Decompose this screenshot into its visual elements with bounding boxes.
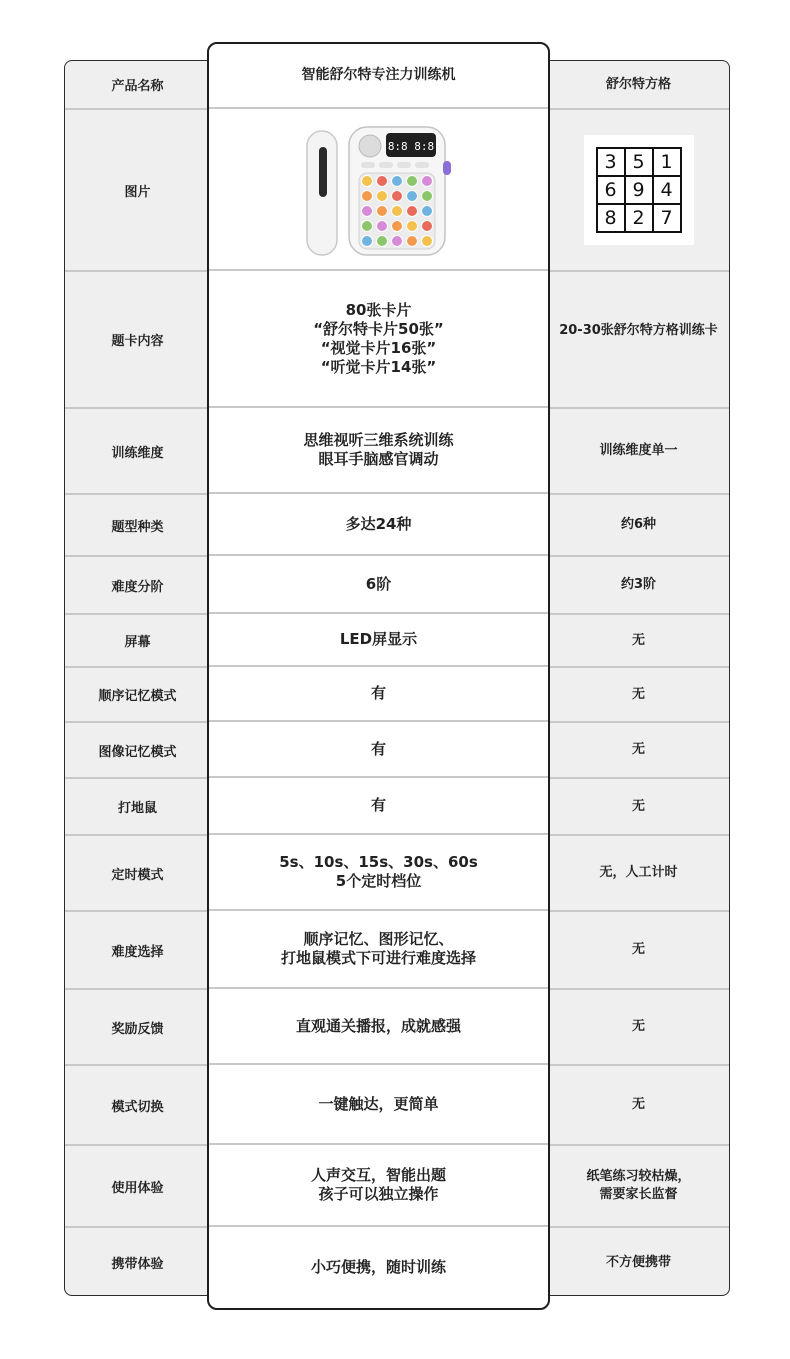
device-key	[376, 176, 387, 187]
row-product-cell	[209, 1227, 548, 1308]
row-label-cell	[65, 723, 210, 779]
row-product-cell	[209, 556, 548, 614]
compare-value: 无	[631, 632, 645, 648]
device-key	[361, 221, 372, 232]
compare-value: 无	[631, 942, 645, 957]
header-label: 产品名称	[111, 79, 164, 94]
row-product-cell	[209, 408, 548, 494]
product-value: 直观通关播报，成就感强	[295, 1016, 461, 1035]
schulte-grid-cell: 2	[625, 204, 653, 232]
schulte-grid	[596, 147, 682, 233]
compare-value: 20-30张舒尔特方格训练卡	[559, 323, 718, 338]
row-product-cell	[209, 911, 548, 989]
row-label: 难度分阶	[111, 579, 164, 595]
row-compare-cell	[548, 1146, 729, 1228]
row-product-cell	[209, 778, 548, 835]
device-key	[421, 176, 432, 187]
device-screen-text: 8:8 8:8	[387, 140, 434, 153]
label-column	[64, 60, 210, 1296]
row-label: 屏幕	[124, 635, 151, 650]
device-key	[391, 176, 402, 187]
row-product-cell	[209, 722, 548, 778]
row-label: 训练维度	[111, 445, 164, 461]
compare-title: 舒尔特方格	[605, 76, 671, 92]
row-product-cell	[209, 1065, 548, 1145]
compare-value: 不方便携带	[605, 1254, 671, 1270]
device-key	[391, 221, 402, 232]
device-key	[406, 191, 417, 202]
row-label: 图像记忆模式	[98, 744, 177, 760]
device-key	[391, 191, 402, 202]
product-value: 有	[370, 684, 386, 702]
schulte-grid-cell: 7	[653, 204, 681, 232]
row-label-cell	[65, 1066, 210, 1146]
product-title: 智能舒尔特专注力训练机	[301, 67, 456, 83]
compare-value: 无	[631, 798, 645, 814]
product-value: 5s、10s、15s、30s、60s 5个定时档位	[279, 853, 478, 890]
row-label: 使用体验	[111, 1180, 164, 1196]
device-key	[361, 206, 372, 217]
schulte-grid-cell: 6	[597, 176, 625, 204]
row-label: 模式切换	[111, 1099, 164, 1115]
row-label-cell	[65, 1146, 210, 1228]
row-label-cell	[65, 1228, 210, 1296]
device-key	[361, 191, 372, 202]
row-compare-cell	[548, 557, 729, 615]
product-value: 顺序记忆、图形记忆、 打地鼠模式下可进行难度选择	[280, 930, 476, 967]
device-key	[421, 206, 432, 217]
schulte-grid-image	[584, 135, 694, 245]
row-header-product-cell	[209, 44, 548, 109]
compare-value: 纸笔练习较枯燥， 需要家长监督	[586, 1169, 691, 1202]
schulte-grid-cell: 1	[653, 148, 681, 176]
row-compare-cell	[548, 272, 729, 409]
row-image-product-cell	[209, 109, 548, 271]
training-device-image	[299, 119, 459, 259]
row-label-cell	[65, 990, 210, 1066]
row-label: 题卡内容	[111, 334, 164, 349]
row-compare-cell	[548, 668, 729, 723]
product-value: 80张卡片 “舒尔特卡片50张” “视觉卡片16张” “听觉卡片14张”	[313, 300, 444, 376]
product-value: 一键触达，更简单	[318, 1094, 439, 1113]
row-label-cell	[65, 779, 210, 836]
row-product-cell	[209, 989, 548, 1065]
device-key	[361, 236, 372, 247]
product-value: LED屏显示	[339, 630, 418, 648]
row-compare-cell	[548, 836, 729, 912]
compare-value: 约6种	[620, 517, 657, 532]
row-label-cell	[65, 836, 210, 912]
row-label: 顺序记忆模式	[98, 689, 177, 704]
device-key	[376, 191, 387, 202]
device-key	[361, 176, 372, 187]
row-compare-cell	[548, 779, 729, 836]
product-value: 思维视听三维系统训练 眼耳手脑感官调动	[303, 431, 454, 468]
schulte-grid-cell: 8	[597, 204, 625, 232]
row-compare-cell	[548, 723, 729, 779]
product-value: 6阶	[365, 574, 392, 593]
row-compare-cell	[548, 990, 729, 1066]
row-label: 题型种类	[111, 519, 164, 535]
row-label: 打地鼠	[117, 801, 157, 816]
row-label-cell	[65, 272, 210, 409]
row-product-cell	[209, 667, 548, 722]
row-label-cell	[65, 912, 210, 990]
compare-column	[548, 60, 730, 1296]
row-image-label-cell	[65, 110, 210, 272]
row-label-cell	[65, 409, 210, 495]
row-product-cell	[209, 835, 548, 911]
device-key	[421, 236, 432, 247]
row-label: 定时模式	[111, 867, 164, 883]
device-key	[421, 191, 432, 202]
row-compare-cell	[548, 495, 729, 557]
row-compare-cell	[548, 615, 729, 668]
compare-value: 无，人工计时	[599, 865, 678, 880]
row-label-cell	[65, 668, 210, 723]
row-label-cell	[65, 495, 210, 557]
row-label: 奖励反馈	[111, 1021, 164, 1037]
row-label-cell	[65, 557, 210, 615]
row-image-compare-cell	[548, 110, 729, 272]
row-label-cell	[65, 615, 210, 668]
device-key	[391, 236, 402, 247]
device-key	[376, 206, 387, 217]
row-label: 难度选择	[111, 944, 164, 960]
device-key	[391, 206, 402, 217]
row-product-cell	[209, 1145, 548, 1227]
row-compare-cell	[548, 409, 729, 495]
row-compare-cell	[548, 912, 729, 990]
schulte-grid-cell: 5	[625, 148, 653, 176]
device-key	[421, 221, 432, 232]
row-compare-cell	[548, 1228, 729, 1296]
row-product-cell	[209, 271, 548, 408]
compare-value: 无	[631, 742, 645, 757]
device-key	[406, 206, 417, 217]
schulte-grid-cell: 3	[597, 148, 625, 176]
device-key	[376, 221, 387, 232]
product-value: 有	[370, 796, 386, 814]
device-key	[376, 236, 387, 247]
row-compare-cell	[548, 1066, 729, 1146]
row-header-compare-cell	[548, 61, 729, 110]
row-product-cell	[209, 614, 548, 667]
image-label: 图片	[124, 184, 151, 200]
product-value: 人声交互，智能出题 孩子可以独立操作	[310, 1166, 446, 1203]
compare-value: 无	[631, 1019, 645, 1034]
row-product-cell	[209, 494, 548, 556]
row-header-label-cell	[65, 61, 210, 110]
schulte-grid-cell: 4	[653, 176, 681, 204]
schulte-grid-cell: 9	[625, 176, 653, 204]
device-key	[406, 221, 417, 232]
row-label: 携带体验	[111, 1257, 164, 1272]
compare-value: 约3阶	[620, 577, 657, 592]
compare-value: 训练维度单一	[599, 443, 678, 458]
product-value: 有	[370, 739, 386, 758]
compare-value: 无	[631, 686, 645, 702]
product-column	[207, 42, 550, 1310]
product-value: 多达24种	[345, 514, 412, 533]
device-key	[406, 236, 417, 247]
compare-value: 无	[631, 1097, 645, 1112]
device-key	[406, 176, 417, 187]
product-value: 小巧便携，随时训练	[310, 1258, 446, 1276]
